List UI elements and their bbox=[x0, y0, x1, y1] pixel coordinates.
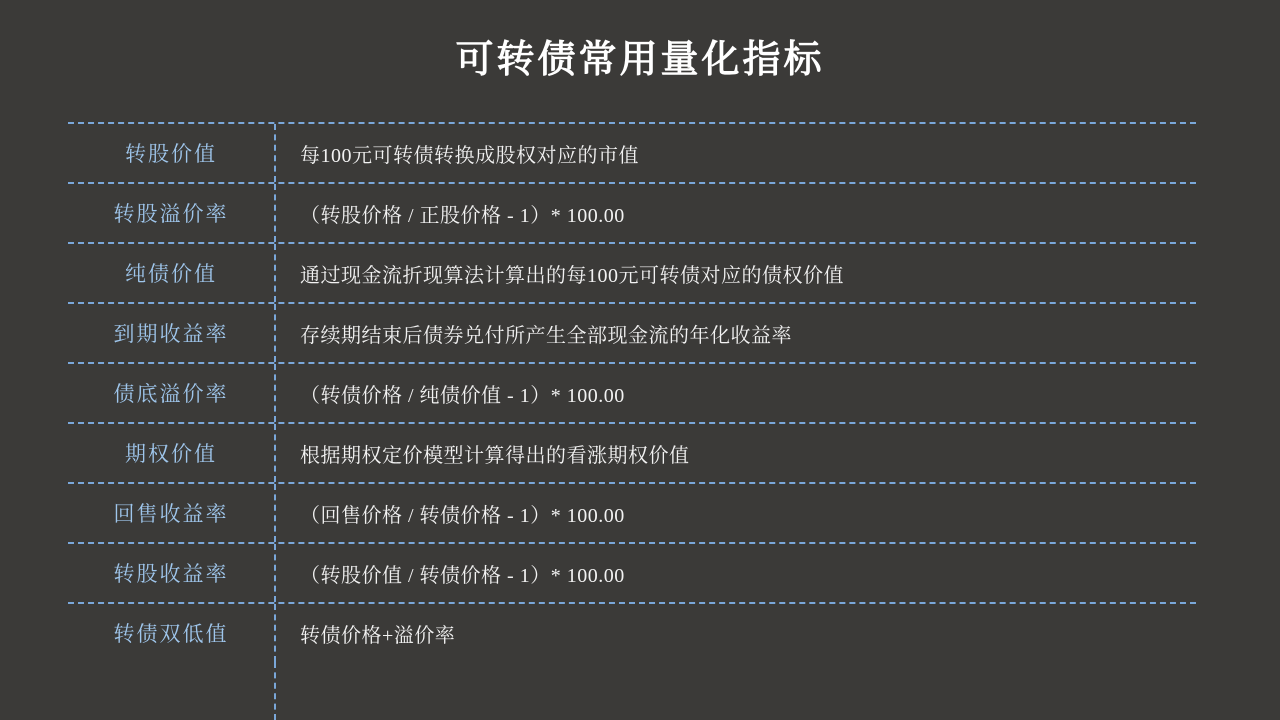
table-row bbox=[68, 302, 1196, 362]
indicator-description: （转债价格 / 纯债价值 - 1）* 100.00 bbox=[300, 384, 625, 407]
indicator-term: 期权价值 bbox=[68, 424, 276, 482]
indicator-term: 纯债价值 bbox=[68, 244, 276, 302]
indicator-description: （转股价格 / 正股价格 - 1）* 100.00 bbox=[300, 204, 625, 227]
indicator-description: 通过现金流折现算法计算出的每100元可转债对应的债权价值 bbox=[300, 264, 844, 287]
table-row bbox=[68, 242, 1196, 302]
table-footer-blank bbox=[276, 662, 1196, 720]
indicator-term: 转股收益率 bbox=[68, 544, 276, 602]
indicator-term: 转债双低值 bbox=[68, 604, 276, 662]
table-row bbox=[68, 482, 1196, 542]
table-footer-divider bbox=[68, 662, 276, 720]
indicator-table bbox=[68, 122, 1196, 720]
table-row bbox=[68, 422, 1196, 482]
table-row bbox=[68, 362, 1196, 422]
indicator-description: （转股价值 / 转债价格 - 1）* 100.00 bbox=[300, 564, 625, 587]
indicator-description: 转债价格+溢价率 bbox=[300, 624, 456, 647]
indicator-term: 到期收益率 bbox=[68, 304, 276, 362]
indicator-term: 转股价值 bbox=[68, 124, 276, 182]
indicator-term: 债底溢价率 bbox=[68, 364, 276, 422]
table-row bbox=[68, 602, 1196, 662]
indicator-description: 每100元可转债转换成股权对应的市值 bbox=[300, 144, 639, 167]
indicator-term: 回售收益率 bbox=[68, 484, 276, 542]
indicator-description: （回售价格 / 转债价格 - 1）* 100.00 bbox=[300, 504, 625, 527]
page-title: 可转债常用量化指标 bbox=[455, 36, 825, 81]
indicator-description: 根据期权定价模型计算得出的看涨期权价值 bbox=[300, 444, 690, 467]
table-row bbox=[68, 122, 1196, 182]
indicator-term: 转股溢价率 bbox=[68, 184, 276, 242]
table-footer-spacer bbox=[68, 662, 1196, 720]
indicator-description: 存续期结束后债券兑付所产生全部现金流的年化收益率 bbox=[300, 324, 792, 347]
table-row bbox=[68, 542, 1196, 602]
table-row bbox=[68, 182, 1196, 242]
